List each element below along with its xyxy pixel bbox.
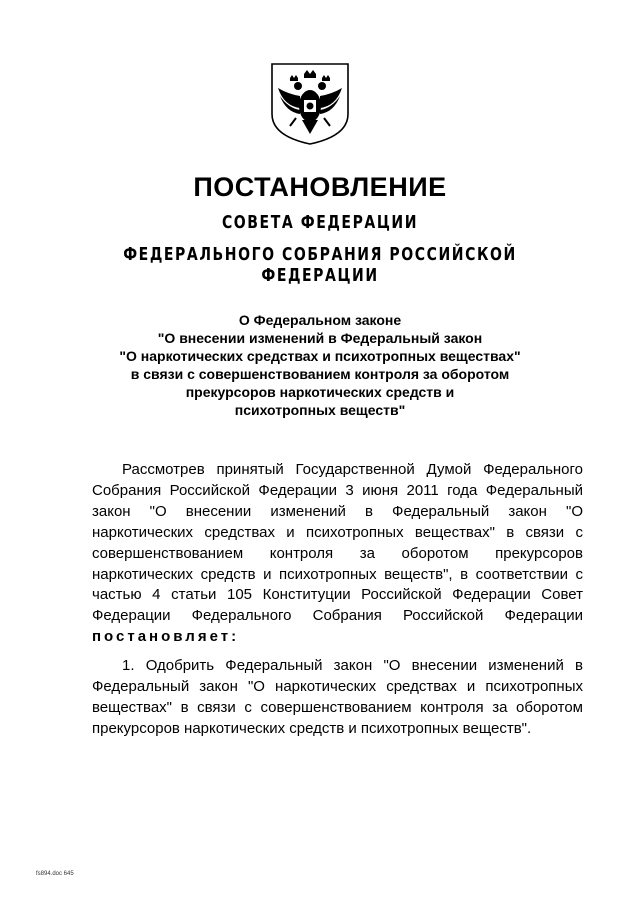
text-line: совершенствованием контроля за оборотом прекурсоров [92,544,583,562]
issuer-line-2: ФЕДЕРАЛЬНОГО СОБРАНИЯ РОССИЙСКОЙ ФЕДЕРАЦИИ [123,244,517,286]
document-title: ПОСТАНОВЛЕНИЕ [193,172,447,202]
issuer-line-1: СОВЕТА ФЕДЕРАЦИИ [221,212,419,233]
text-line: закон "О внесении изменений в Федеральный закон "О [92,502,583,520]
text-line: наркотических средствах и психотропных веществах" в связи с [92,523,583,541]
resolves-word: постановляет: [92,628,240,646]
heading-line: О Федеральном законе [238,312,402,328]
text-line: Собрания Российской Федерации 3 июня 2011 года Федеральный [92,481,583,499]
heading-line: прекурсоров наркотических средств и [185,384,455,400]
text-line: частью 4 статьи 105 Конституции Российской Федерации Совет [92,586,583,604]
heading-line: "О внесении изменений в Федеральный закон [157,330,483,346]
heading-line: в связи с совершенствованием контроля за оборотом [130,366,510,382]
text-line: прекурсоров наркотических средств и психотропных веществ". [92,719,532,737]
coat-of-arms-icon [270,62,350,146]
item-1-paragraph [92,656,583,740]
text-line: веществах" в связи с совершенствованием контроля за оборотом [92,698,583,716]
resolution-heading [0,311,640,419]
text-line: Рассмотрев принятый Государственной Думой Федерального [122,461,583,478]
heading-line: "О наркотических средствах и психотропных веществах" [119,348,521,364]
preamble-paragraph [92,460,583,648]
text-line: Федерации Федерального Собрания Российской Федерации [92,607,583,625]
heading-line: психотропных веществ" [234,402,406,418]
text-line: наркотических средств и психотропных веществ", в соответствии с [92,565,583,583]
text-line: Федеральный закон "О наркотических средствах и психотропных [92,677,583,695]
text-line: 1. Одобрить Федеральный закон "О внесении изменений в [122,657,583,674]
file-reference: fs894.doc 645 [36,871,74,877]
